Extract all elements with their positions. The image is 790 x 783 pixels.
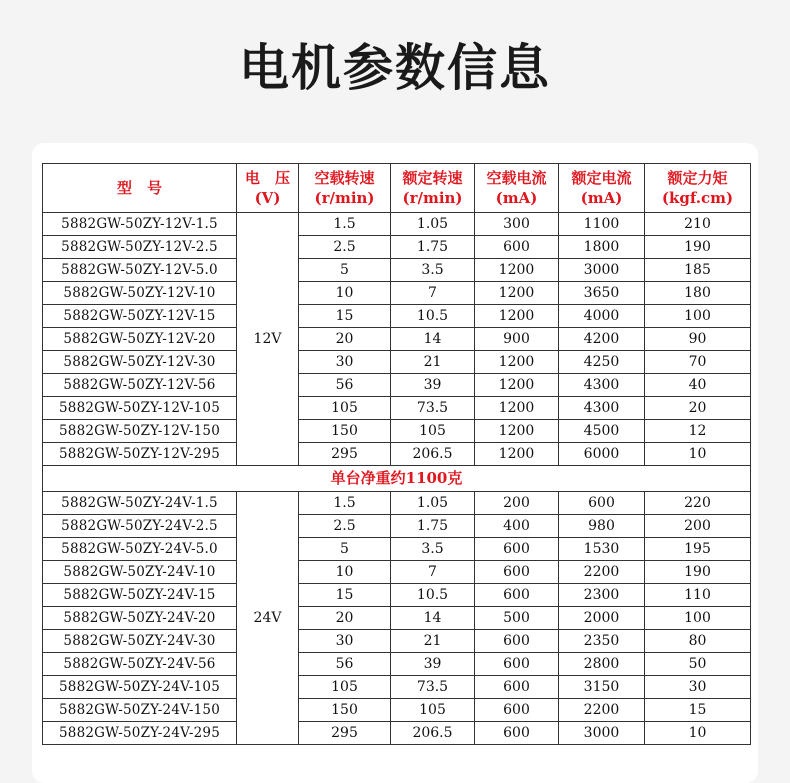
model-cell: 5882GW-50ZY-24V-2.5 <box>43 515 237 538</box>
model-cell: 5882GW-50ZY-24V-30 <box>43 630 237 653</box>
noload-current-cell: 600 <box>475 653 559 676</box>
rated-speed-cell: 1.05 <box>391 213 475 236</box>
motor-spec-table <box>42 163 751 745</box>
torque-cell: 20 <box>645 397 751 420</box>
header-noload-speed <box>299 164 391 213</box>
model-cell: 5882GW-50ZY-12V-5.0 <box>43 259 237 282</box>
table-row <box>43 374 751 397</box>
header-voltage-label: 电 压 <box>244 169 290 187</box>
model-cell: 5882GW-50ZY-12V-56 <box>43 374 237 397</box>
rated-speed-cell: 10.5 <box>391 305 475 328</box>
rated-current-cell: 4200 <box>559 328 645 351</box>
noload-speed-cell: 2.5 <box>299 515 391 538</box>
header-rated-speed-unit: (r/min) <box>402 189 463 207</box>
noload-speed-cell: 150 <box>299 699 391 722</box>
torque-cell: 12 <box>645 420 751 443</box>
torque-cell: 10 <box>645 443 751 466</box>
noload-current-cell: 500 <box>475 607 559 630</box>
noload-speed-cell: 15 <box>299 584 391 607</box>
model-cell: 5882GW-50ZY-12V-295 <box>43 443 237 466</box>
rated-current-cell: 2200 <box>559 561 645 584</box>
torque-cell: 50 <box>645 653 751 676</box>
rated-current-cell: 3000 <box>559 259 645 282</box>
model-cell: 5882GW-50ZY-24V-1.5 <box>43 492 237 515</box>
noload-speed-cell: 10 <box>299 561 391 584</box>
noload-speed-cell: 10 <box>299 282 391 305</box>
header-noload-current <box>475 164 559 213</box>
header-model-label: 型 号 <box>116 179 162 197</box>
noload-current-cell: 600 <box>475 722 559 745</box>
noload-speed-cell: 1.5 <box>299 213 391 236</box>
model-cell: 5882GW-50ZY-24V-10 <box>43 561 237 584</box>
noload-current-cell: 1200 <box>475 282 559 305</box>
noload-speed-cell: 20 <box>299 607 391 630</box>
noload-current-cell: 600 <box>475 561 559 584</box>
table-row <box>43 213 751 236</box>
model-cell: 5882GW-50ZY-12V-105 <box>43 397 237 420</box>
table-row <box>43 653 751 676</box>
model-cell: 5882GW-50ZY-12V-15 <box>43 305 237 328</box>
noload-current-cell: 600 <box>475 236 559 259</box>
torque-cell: 200 <box>645 515 751 538</box>
noload-speed-cell: 295 <box>299 722 391 745</box>
rated-current-cell: 4300 <box>559 397 645 420</box>
weight-note: 单台净重约1100克 <box>43 466 751 492</box>
rated-speed-cell: 10.5 <box>391 584 475 607</box>
torque-cell: 185 <box>645 259 751 282</box>
noload-current-cell: 600 <box>475 584 559 607</box>
rated-current-cell: 3000 <box>559 722 645 745</box>
model-cell: 5882GW-50ZY-24V-20 <box>43 607 237 630</box>
noload-current-cell: 600 <box>475 630 559 653</box>
noload-speed-cell: 1.5 <box>299 492 391 515</box>
rated-speed-cell: 105 <box>391 420 475 443</box>
table-body <box>43 213 751 745</box>
noload-speed-cell: 5 <box>299 538 391 561</box>
header-row <box>43 164 751 213</box>
noload-speed-cell: 2.5 <box>299 236 391 259</box>
rated-current-cell: 4300 <box>559 374 645 397</box>
header-noload-current-unit: (mA) <box>495 189 538 207</box>
rated-current-cell: 2350 <box>559 630 645 653</box>
noload-speed-cell: 105 <box>299 397 391 420</box>
rated-speed-cell: 21 <box>391 351 475 374</box>
noload-speed-cell: 56 <box>299 374 391 397</box>
noload-speed-cell: 150 <box>299 420 391 443</box>
rated-current-cell: 3650 <box>559 282 645 305</box>
rated-speed-cell: 3.5 <box>391 538 475 561</box>
header-rated-speed <box>391 164 475 213</box>
noload-current-cell: 1200 <box>475 259 559 282</box>
table-row <box>43 397 751 420</box>
header-noload-speed-unit: (r/min) <box>314 189 375 207</box>
noload-current-cell: 1200 <box>475 397 559 420</box>
voltage-cell: 24V <box>237 492 299 745</box>
rated-speed-cell: 206.5 <box>391 722 475 745</box>
rated-speed-cell: 73.5 <box>391 676 475 699</box>
header-rated-torque <box>645 164 751 213</box>
header-rated-current-label: 额定电流 <box>571 169 632 187</box>
page-title: 电机参数信息 <box>239 39 551 97</box>
header-noload-speed-label: 空载转速 <box>314 169 375 187</box>
rated-current-cell: 600 <box>559 492 645 515</box>
rated-speed-cell: 105 <box>391 699 475 722</box>
voltage-cell: 12V <box>237 213 299 466</box>
torque-cell: 15 <box>645 699 751 722</box>
torque-cell: 100 <box>645 305 751 328</box>
header-rated-torque-unit: (kgf.cm) <box>661 189 734 207</box>
model-cell: 5882GW-50ZY-12V-1.5 <box>43 213 237 236</box>
rated-current-cell: 980 <box>559 515 645 538</box>
noload-current-cell: 1200 <box>475 420 559 443</box>
rated-speed-cell: 39 <box>391 653 475 676</box>
model-cell: 5882GW-50ZY-24V-5.0 <box>43 538 237 561</box>
model-cell: 5882GW-50ZY-24V-105 <box>43 676 237 699</box>
noload-current-cell: 900 <box>475 328 559 351</box>
torque-cell: 90 <box>645 328 751 351</box>
rated-current-cell: 6000 <box>559 443 645 466</box>
noload-speed-cell: 295 <box>299 443 391 466</box>
rated-current-cell: 4000 <box>559 305 645 328</box>
torque-cell: 100 <box>645 607 751 630</box>
rated-speed-cell: 206.5 <box>391 443 475 466</box>
model-cell: 5882GW-50ZY-24V-15 <box>43 584 237 607</box>
rated-current-cell: 2200 <box>559 699 645 722</box>
table-row <box>43 538 751 561</box>
torque-cell: 180 <box>645 282 751 305</box>
torque-cell: 220 <box>645 492 751 515</box>
table-row <box>43 351 751 374</box>
torque-cell: 110 <box>645 584 751 607</box>
noload-current-cell: 600 <box>475 699 559 722</box>
noload-speed-cell: 15 <box>299 305 391 328</box>
torque-cell: 40 <box>645 374 751 397</box>
rated-current-cell: 3150 <box>559 676 645 699</box>
rated-current-cell: 2800 <box>559 653 645 676</box>
rated-current-cell: 4500 <box>559 420 645 443</box>
torque-cell: 190 <box>645 561 751 584</box>
header-rated-current-unit: (mA) <box>580 189 623 207</box>
table-row <box>43 443 751 466</box>
header-rated-speed-label: 额定转速 <box>402 169 463 187</box>
rated-speed-cell: 7 <box>391 282 475 305</box>
model-cell: 5882GW-50ZY-12V-10 <box>43 282 237 305</box>
noload-current-cell: 1200 <box>475 305 559 328</box>
table-row <box>43 699 751 722</box>
model-cell: 5882GW-50ZY-12V-2.5 <box>43 236 237 259</box>
rated-speed-cell: 7 <box>391 561 475 584</box>
torque-cell: 195 <box>645 538 751 561</box>
table-row <box>43 722 751 745</box>
table-row <box>43 676 751 699</box>
header-rated-torque-label: 额定力矩 <box>667 169 728 187</box>
torque-cell: 30 <box>645 676 751 699</box>
rated-speed-cell: 14 <box>391 607 475 630</box>
rated-current-cell: 4250 <box>559 351 645 374</box>
model-cell: 5882GW-50ZY-24V-56 <box>43 653 237 676</box>
rated-speed-cell: 1.05 <box>391 492 475 515</box>
header-model <box>43 164 237 213</box>
table-row <box>43 607 751 630</box>
rated-current-cell: 1530 <box>559 538 645 561</box>
noload-current-cell: 1200 <box>475 443 559 466</box>
rated-speed-cell: 39 <box>391 374 475 397</box>
header-voltage <box>237 164 299 213</box>
torque-cell: 80 <box>645 630 751 653</box>
table-row <box>43 282 751 305</box>
rated-speed-cell: 73.5 <box>391 397 475 420</box>
noload-speed-cell: 56 <box>299 653 391 676</box>
noload-speed-cell: 5 <box>299 259 391 282</box>
rated-current-cell: 2000 <box>559 607 645 630</box>
noload-current-cell: 300 <box>475 213 559 236</box>
noload-current-cell: 200 <box>475 492 559 515</box>
noload-current-cell: 600 <box>475 676 559 699</box>
table-row <box>43 630 751 653</box>
model-cell: 5882GW-50ZY-24V-295 <box>43 722 237 745</box>
noload-speed-cell: 30 <box>299 351 391 374</box>
torque-cell: 70 <box>645 351 751 374</box>
table-row <box>43 328 751 351</box>
table-row <box>43 561 751 584</box>
header-rated-current <box>559 164 645 213</box>
rated-current-cell: 1800 <box>559 236 645 259</box>
table-row <box>43 515 751 538</box>
rated-current-cell: 1100 <box>559 213 645 236</box>
torque-cell: 190 <box>645 236 751 259</box>
torque-cell: 10 <box>645 722 751 745</box>
rated-speed-cell: 1.75 <box>391 236 475 259</box>
noload-current-cell: 1200 <box>475 374 559 397</box>
table-row <box>43 420 751 443</box>
noload-current-cell: 400 <box>475 515 559 538</box>
noload-current-cell: 600 <box>475 538 559 561</box>
table-row <box>43 305 751 328</box>
model-cell: 5882GW-50ZY-24V-150 <box>43 699 237 722</box>
model-cell: 5882GW-50ZY-12V-150 <box>43 420 237 443</box>
weight-note-row <box>43 466 751 492</box>
rated-current-cell: 2300 <box>559 584 645 607</box>
noload-speed-cell: 30 <box>299 630 391 653</box>
model-cell: 5882GW-50ZY-12V-20 <box>43 328 237 351</box>
table-row <box>43 492 751 515</box>
noload-current-cell: 1200 <box>475 351 559 374</box>
table-row <box>43 259 751 282</box>
rated-speed-cell: 14 <box>391 328 475 351</box>
model-cell: 5882GW-50ZY-12V-30 <box>43 351 237 374</box>
rated-speed-cell: 3.5 <box>391 259 475 282</box>
header-noload-current-label: 空载电流 <box>486 169 547 187</box>
header-voltage-unit: (V) <box>254 189 281 207</box>
rated-speed-cell: 21 <box>391 630 475 653</box>
table-row <box>43 584 751 607</box>
noload-speed-cell: 105 <box>299 676 391 699</box>
rated-speed-cell: 1.75 <box>391 515 475 538</box>
table-row <box>43 236 751 259</box>
torque-cell: 210 <box>645 213 751 236</box>
noload-speed-cell: 20 <box>299 328 391 351</box>
